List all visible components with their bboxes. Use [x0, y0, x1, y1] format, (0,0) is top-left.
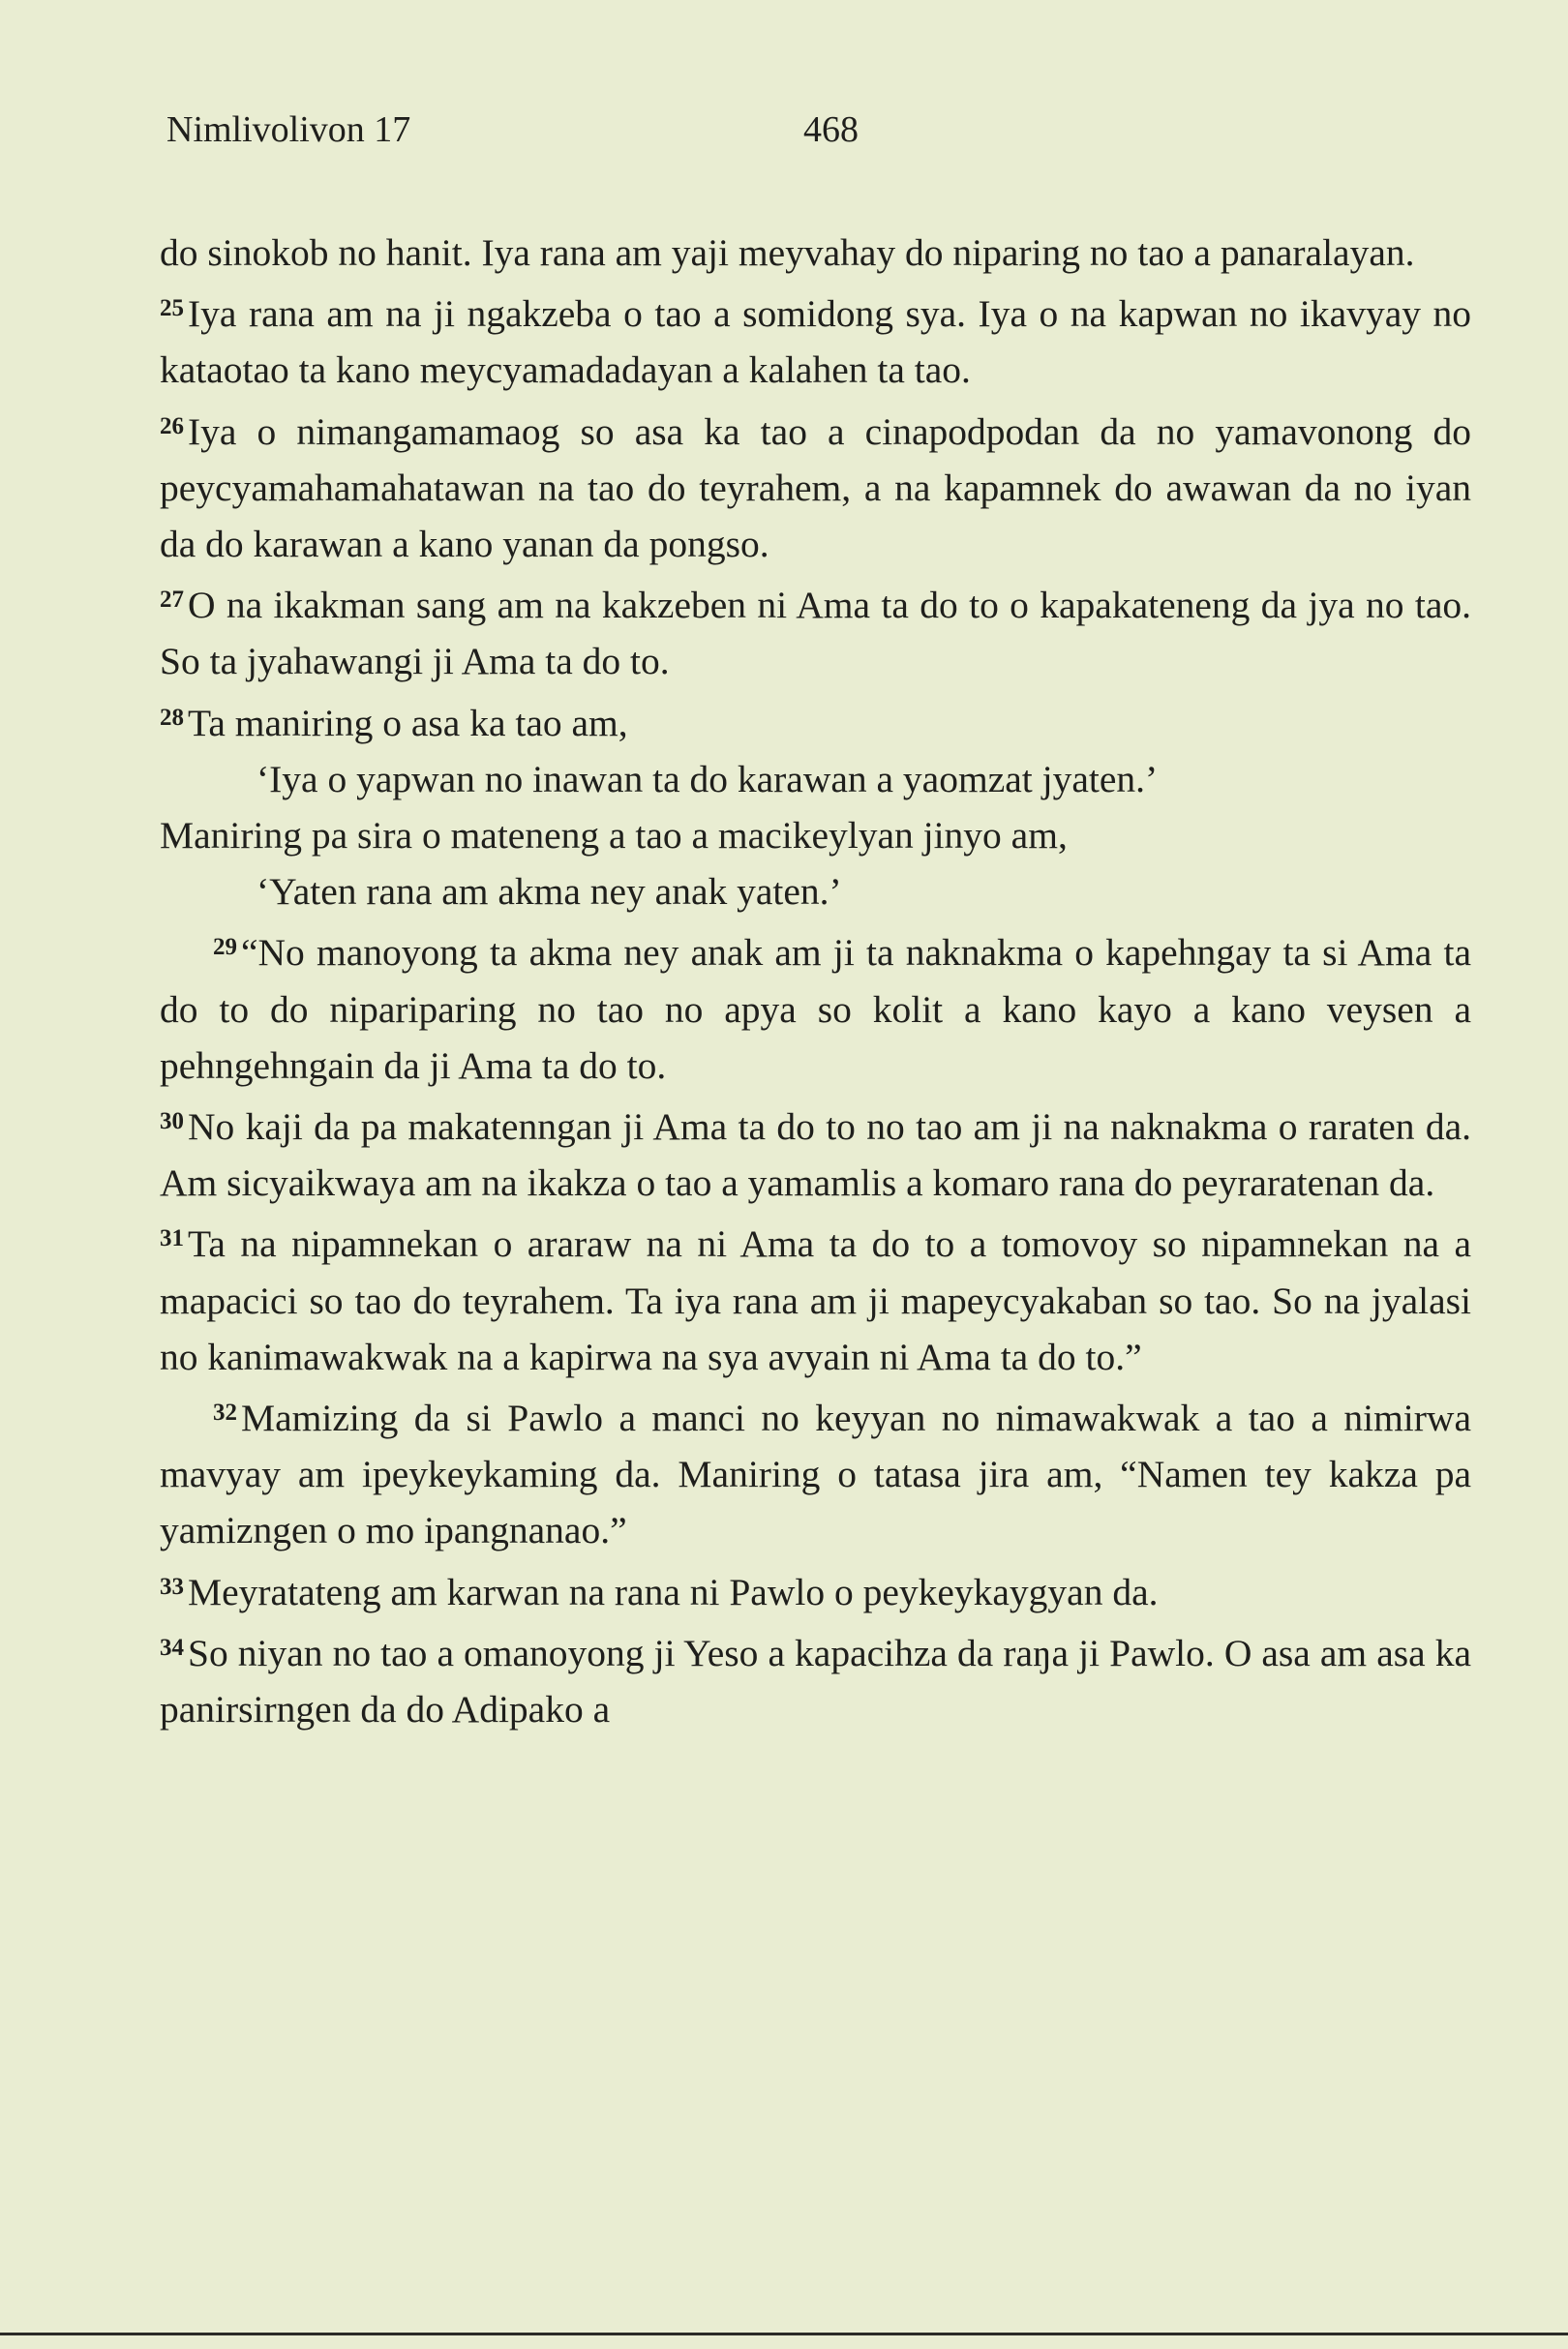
verse-number: 31	[160, 1225, 184, 1252]
verse-number: 34	[160, 1634, 184, 1661]
paragraph-text: Maniring pa sira o mateneng a tao a macikeylyan jinyo am,	[160, 814, 1068, 858]
quote-text: ‘Yaten rana am akma ney anak yaten.’	[256, 870, 842, 914]
verse-text: O na ikakman sang am na kakzeben ni Ama ta do to o kapakateneng da jya no tao. So ta jyahawangi ji Ama ta do to.	[160, 584, 1471, 683]
verse-number: 27	[160, 587, 184, 614]
verse-34	[160, 1620, 1471, 1737]
paragraph	[160, 807, 1471, 863]
poetic-quote	[160, 863, 1471, 919]
verse-text: Meyratateng am karwan na rana ni Pawlo o peykeykaygyan da.	[188, 1570, 1159, 1613]
verse-number: 33	[160, 1573, 184, 1600]
paragraph	[160, 225, 1471, 281]
verse-text: Ta na nipamnekan o araraw na ni Ama ta do to a tomovoy so nipamnekan na a mapacici so tao do teyrahem. Ta iya rana am ji mapeycyakaban so tao. So na jyalasi no kanimawakwak na a kapirwa na sya avyain ni Ama ta do to.”	[160, 1222, 1471, 1378]
verse-30	[160, 1094, 1471, 1211]
verse-text: Ta maniring o asa ka tao am,	[188, 701, 628, 744]
verse-number: 29	[213, 934, 237, 961]
verse-number: 25	[160, 295, 184, 322]
quote-text: ‘Iya o yapwan no inawan ta do karawan a yaomzat jyaten.’	[256, 757, 1159, 800]
verse-text: Iya o nimangamamaog so asa ka tao a cinapodpodan da no yamavonong do peycyamahamahatawan na tao do teyrahem, a na kapamnek do awawan da no iyan da do karawan a kano yanan da pongso.	[160, 409, 1471, 566]
verse-text: Mamizing da si Pawlo a manci no keyyan no nimawakwak a tao a nimirwa mavyay am ipeykeykaming da. Maniring o tatasa jira am, “Namen tey kakza pa yamizngen o mo ipangnanao.”	[160, 1397, 1471, 1552]
paragraph-text: do sinokob no hanit. Iya rana am yaji meyvahay do niparing no tao a panaralayan.	[160, 231, 1415, 274]
page-number: 468	[803, 109, 859, 150]
verse-32	[160, 1385, 1471, 1559]
verse-29	[160, 919, 1471, 1094]
poetic-quote	[160, 751, 1471, 807]
verse-text: “No manoyong ta akma ney anak am ji ta naknakma o kapehngay ta si Ama ta do to do nipariparing no tao no apya so kolit a kano kayo a kano veysen a pehngehngain da ji Ama ta do to.	[160, 931, 1471, 1087]
verse-text: No kaji da pa makatenngan ji Ama ta do to no tao am ji na naknakma o raraten da. Am sicyaikwaya am na ikakza o tao a yamamlis a komaro rana do peyraratenan da.	[160, 1105, 1471, 1205]
verse-31	[160, 1211, 1471, 1385]
verse-number: 32	[213, 1400, 237, 1427]
page-bottom-edge	[0, 2333, 1568, 2335]
verse-26	[160, 399, 1471, 573]
verse-text: So niyan no tao a omanoyong ji Yeso a kapacihza da raŋa ji Pawlo. O asa am asa ka panirsirngen da do Adipako a	[160, 1631, 1471, 1732]
book-chapter-title: Nimlivolivon 17	[166, 109, 411, 150]
body-text	[160, 225, 1471, 1737]
verse-number: 28	[160, 704, 184, 731]
verse-28	[160, 690, 1471, 751]
verse-25	[160, 281, 1471, 398]
verse-text: Iya rana am na ji ngakzeba o tao a somidong sya. Iya o na kapwan no ikavyay no kataotao ta kano meycyamadadayan a kalahen ta tao.	[160, 292, 1471, 392]
page-header	[166, 108, 1473, 157]
verse-number: 30	[160, 1108, 184, 1135]
verse-number: 26	[160, 412, 184, 439]
verse-27	[160, 572, 1471, 689]
verse-33	[160, 1559, 1471, 1620]
